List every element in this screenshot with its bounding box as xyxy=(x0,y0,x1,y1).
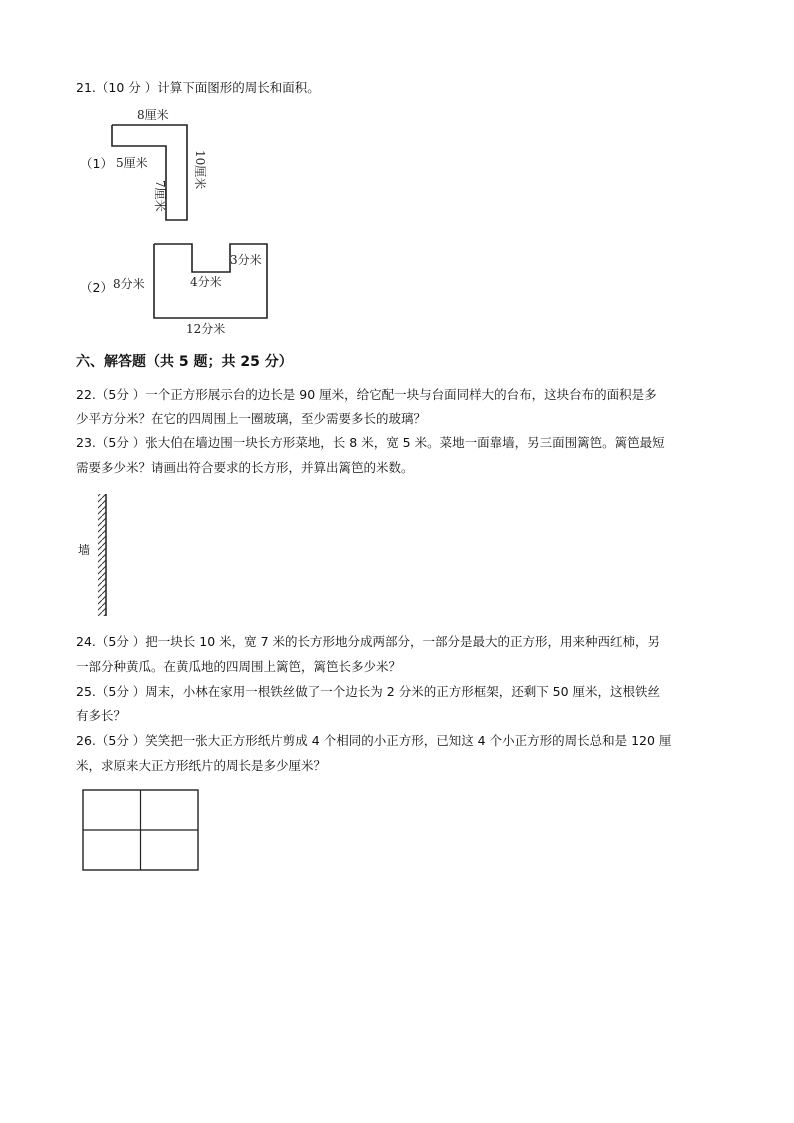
q26-line2: 米，求原来大正方形纸片的周长是多少厘米？ xyxy=(76,758,327,773)
wall-label: 墙 xyxy=(78,543,91,557)
q21-fig1-index: （1） xyxy=(80,156,113,171)
fig2-notch-depth-label: 3分米 xyxy=(230,253,262,267)
wall-drawing xyxy=(96,492,116,620)
q21-fig2-index: （2） xyxy=(80,280,113,295)
q26-square-grid xyxy=(82,789,202,873)
fig2-notch-width-label: 4分米 xyxy=(190,275,222,289)
q21-title: 21.（10 分 ）计算下面图形的周长和面积。 xyxy=(76,80,320,95)
fig2-left-label: 8分米 xyxy=(113,277,145,291)
q23-line1: 23.（5分 ）张大伯在墙边围一块长方形菜地，长 8 米，宽 5 米。菜地一面靠墙，另三面围篱笆。篱笆最短 xyxy=(76,435,665,450)
q22-line2: 少平方分米？在它的四周围上一圈玻璃，至少需要多长的玻璃？ xyxy=(76,411,427,426)
wall-hatching xyxy=(98,494,106,616)
fig1-top-label: 8厘米 xyxy=(137,108,169,122)
q24-line1: 24.（5分 ）把一块长 10 米，宽 7 米的长方形地分成两部分，一部分是最大的正方形，用来种西红柿，另 xyxy=(76,634,661,649)
q23-line2: 需要多少米？请画出符合要求的长方形，并算出篱笆的米数。 xyxy=(76,460,414,475)
fig2-bottom-label: 12分米 xyxy=(186,322,226,336)
q26-line1: 26.（5分 ）笑笑把一张大正方形纸片剪成 4 个相同的小正方形，已知这 4 个小正方形的周长总和是 120 厘 xyxy=(76,733,672,748)
q21-figure-2 xyxy=(100,236,300,346)
l-shape-outline xyxy=(112,125,187,220)
q25-line2: 有多长？ xyxy=(76,708,127,723)
fig1-right-label: 10厘米 xyxy=(193,150,207,190)
section-title: 六、解答题（共 5 题；共 25 分） xyxy=(76,354,293,370)
fig1-bottom-left-label: 7厘米 xyxy=(153,180,167,212)
q24-line2: 一部分种黄瓜。在黄瓜地的四周围上篱笆，篱笆长多少米？ xyxy=(76,659,402,674)
q22-line1: 22.（5分 ）一个正方形展示台的边长是 90 厘米，给它配一块与台面同样大的台布，这块台布的面积是多 xyxy=(76,387,657,402)
fig1-inner-label: 5厘米 xyxy=(116,156,148,170)
q21-figure-1 xyxy=(100,104,220,224)
q25-line1: 25.（5分 ）周末，小林在家用一根铁丝做了一个边长为 2 分米的正方形框架，还剩下 50 厘米，这根铁丝 xyxy=(76,684,661,699)
